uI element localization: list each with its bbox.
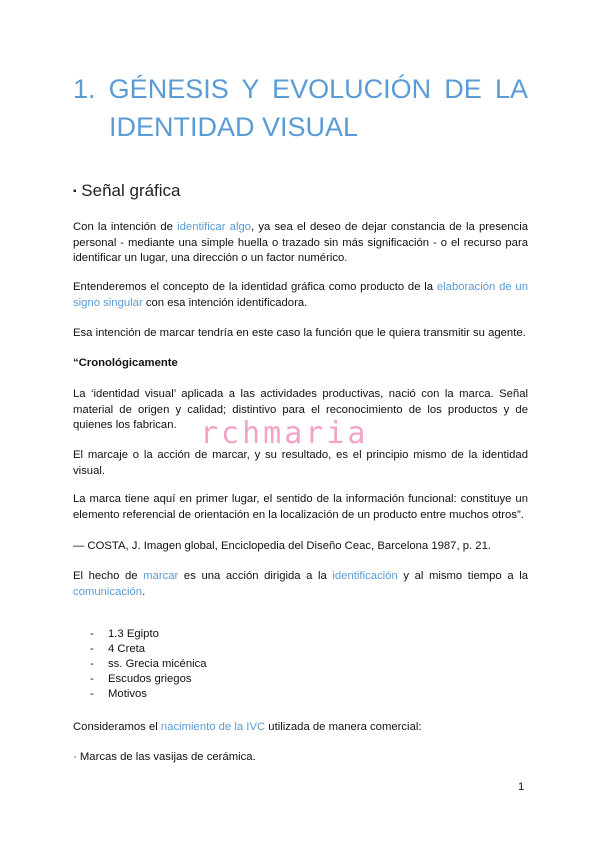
chronology-list: [90, 627, 207, 702]
paragraph-10: [73, 720, 528, 736]
paragraph-5: La ‘identidad visual’ aplicada a las actividades productivas, nació con la marca. Señal material de origen y calidad; distintivo para el reconocimiento de los productos y de quienes los fabrican.: [73, 388, 528, 431]
list-item: [90, 642, 207, 657]
list-item-text: 1.3 Egipto: [108, 628, 159, 640]
link-signo-singular[interactable]: elaboración de un signo singular: [73, 281, 528, 309]
list-item-text: 4 Creta: [108, 643, 146, 655]
paragraph-1: [73, 220, 528, 267]
paragraph-11: · Marcas de las vasijas de cerámica.: [73, 751, 256, 763]
chapter-title-line1: 1. GÉNESIS Y EVOLUCIÓN DE LA: [73, 74, 528, 104]
paragraph-text: con esa intención identificadora.: [142, 296, 308, 309]
paragraph-text: , ya sea el deseo de dejar constancia de la presencia personal - mediante una simple huella o trazado sin más significación - o el recurso para identificar un lugar, una dirección o un factor numérico.: [73, 221, 528, 264]
list-item: [90, 657, 207, 672]
paragraph-6: El marcaje o la acción de marcar, y su resultado, es el principio mismo de la identidad visual.: [73, 449, 528, 477]
paragraph-text: Consideramos el: [73, 721, 161, 733]
paragraph-3: Esa intención de marcar tendría en este caso la función que le quiera transmitir su agente.: [73, 327, 526, 339]
paragraph-text: utilizada de manera comercial:: [265, 721, 422, 733]
paragraph-text: .: [142, 585, 146, 598]
dash-bullet: -: [90, 673, 94, 685]
chapter-title: [73, 70, 528, 146]
paragraph-7: La marca tiene aquí en primer lugar, el sentido de la información funcional: constituye un elemento referencial de orientación en la localización de un producto entre muchos otros”.: [73, 493, 528, 521]
dash-bullet: -: [90, 688, 94, 700]
dash-bullet: -: [90, 643, 94, 655]
page-number: 1: [518, 781, 525, 793]
section-heading: [73, 181, 181, 201]
link-identificar-algo[interactable]: identificar algo: [177, 221, 252, 233]
paragraph-2: [73, 280, 528, 311]
citation: — COSTA, J. Imagen global, Enciclopedia del Diseño Ceac, Barcelona 1987, p. 21.: [73, 540, 492, 552]
list-item: [90, 672, 207, 687]
dash-bullet: -: [90, 628, 94, 640]
watermark: rchmaria: [200, 416, 369, 451]
link-marcar[interactable]: marcar: [143, 570, 179, 582]
list-item-text: Motivos: [108, 688, 147, 700]
list-item-text: ss. Grecia micénica: [108, 658, 207, 670]
link-comunicacion[interactable]: comunicación: [73, 585, 143, 598]
paragraph-text: y al mismo tiempo a la: [397, 570, 528, 582]
paragraph-text: Con la intención de: [73, 221, 178, 233]
paragraph-4-heading: “Cronológicamente: [73, 357, 178, 369]
link-identificacion[interactable]: identificación: [332, 570, 398, 582]
list-item: [90, 627, 207, 642]
paragraph-text: El hecho de: [73, 570, 144, 582]
chapter-title-line2: IDENTIDAD VISUAL: [109, 112, 359, 142]
section-heading-text: Señal gráfica: [81, 181, 181, 200]
dash-bullet: -: [90, 658, 94, 670]
paragraph-text: es una acción dirigida a la: [178, 570, 333, 582]
bullet-icon: ▪: [73, 186, 77, 197]
paragraph-9: [73, 569, 528, 600]
list-item-text: Escudos griegos: [108, 673, 192, 685]
list-item: [90, 687, 207, 702]
paragraph-text: Entenderemos el concepto de la identidad gráfica como producto de la: [73, 281, 437, 293]
link-nacimiento-ivc[interactable]: nacimiento de la IVC: [160, 721, 266, 733]
